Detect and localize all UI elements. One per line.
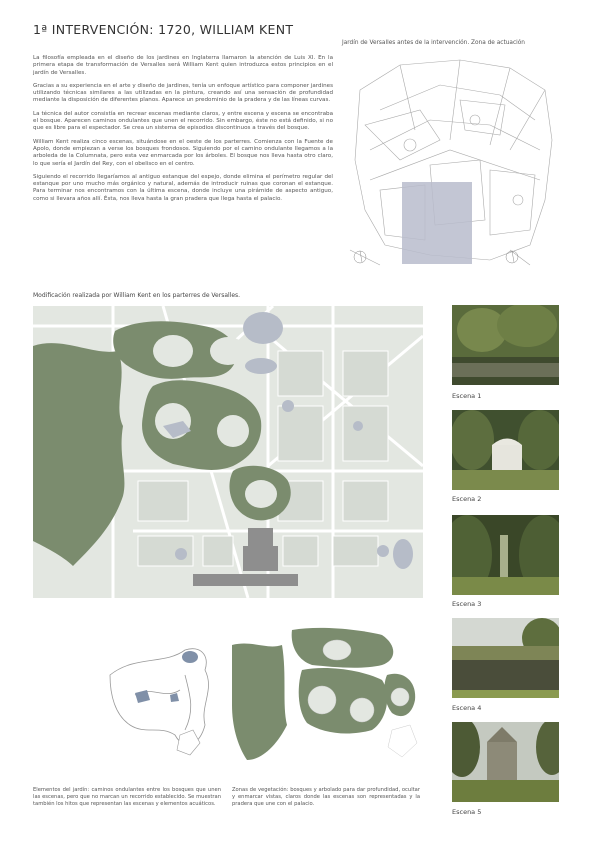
scene-2-label: Escena 2 — [452, 495, 482, 503]
versailles-site-map — [340, 50, 558, 270]
scene-4-label: Escena 4 — [452, 704, 482, 712]
paths-diagram — [105, 635, 230, 760]
scene-2-photo — [452, 410, 559, 490]
scene-4-photo — [452, 618, 559, 698]
scene-5-photo — [452, 722, 559, 802]
page-title: 1ª INTERVENCIÓN: 1720, WILLIAM KENT — [33, 22, 294, 37]
vegetation-diagram — [232, 625, 428, 765]
scene-5-label: Escena 5 — [452, 808, 482, 816]
intro-paragraph: La técnica del autor consistía en recrear escenas mediante claros, y entre escena y escena se encontraba el bosque. Aparecen caminos ondulantes que unen el recorrido. Sin embargo, éste no está definido, si no que es libre para el espectador. Se crea un sistema de episodios discontinuos a través del bosque. — [33, 110, 333, 132]
intro-paragraph: Gracias a su experiencia en el arte y diseño de jardines, tenía un enfoque artístico para componer jardines utilizando técnicas similares a las utilizadas en la pintura, creando así una sensación de profundidad mediante la disposición de diferentes planos. Aparece un predominio de la pradera y de las líneas curvas. — [33, 82, 333, 104]
scene-3-label: Escena 3 — [452, 600, 482, 608]
modification-plan — [33, 306, 423, 598]
modification-caption: Modificación realizada por William Kent en los parterres de Versalles. — [33, 292, 241, 299]
intro-text — [33, 55, 333, 209]
scene-3-photo — [452, 515, 559, 595]
caption-vegetation-zones: Zonas de vegetación: bosques y arbolado para dar profundidad, ocultar y enmarcar vistas, claros donde las escenas son representadas y la pradera que une con el palacio. — [232, 787, 420, 807]
intro-paragraph: Siguiendo el recorrido llegaríamos al antiguo estanque del espejo, donde elimina el perímetro regular del estanque por uno mucho más orgánico y natural, además de introducir ruinas que coronan el estanque. Para terminar nos encontramos con la última escena, donde incluye una pirámide de aspecto antiguo, como si llevara años allí. Ésta, nos lleva hasta la gran pradera que llega hasta el palacio. — [33, 173, 333, 202]
map-caption: Jardín de Versalles antes de la intervención. Zona de actuación — [342, 40, 525, 46]
caption-garden-elements: Elementos del jardín: caminos ondulantes entre los bosques que unen las escenas, pero que no marcan un recorrido establecido. Se muestran también los hitos que representan las escenas y elementos acuáticos. — [33, 787, 221, 807]
intro-paragraph: La filosofía empleada en el diseño de los jardines en Inglaterra llamaron la atención de Luis XI. En la primera etapa de transformación de Versalles será William Kent quien introduzca estos principios en el jardín de Versalles. — [33, 55, 333, 76]
intervention-zone — [402, 182, 472, 264]
scene-1-label: Escena 1 — [452, 392, 482, 400]
intro-paragraph: William Kent realiza cinco escenas, situándose en el oeste de los parterres. Comienza con la Fuente de Apolo, donde empiezan a verse los bosques frondosos. Siguiendo por el camino ondulante llegamos a la arboleda de la Columnata, pero esta vez enmarcada por los árboles. El bosque nos lleva hasta otro claro, lo que sería el Jardín del Rey, con el obelisco en el centro. — [33, 138, 333, 167]
scene-1-photo — [452, 305, 559, 385]
